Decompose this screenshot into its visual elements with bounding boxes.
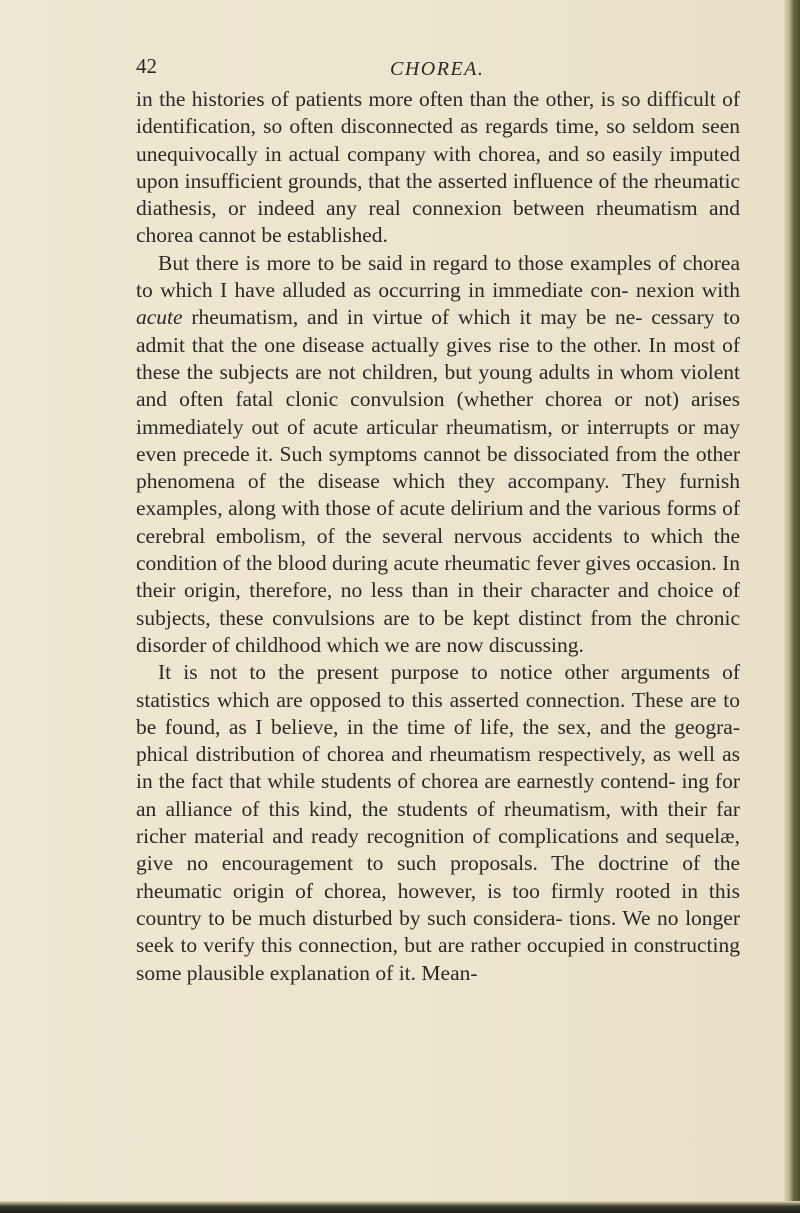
paragraph-3: It is not to the present purpose to notice other arguments of statistics which are opposed to this asserted connection. These are to be found, as I believe, in the time of life, the sex, and the geogra- phical distribution of chorea and rheumatism respectively, as well as in the fact that while students of chorea are earnestly contend- ing for an alliance of this kind, the students of rheumatism, with their far richer material and ready recognition of complications and sequelæ, give no encouragement to such proposals. The doctrine of the rheumatic origin of chorea, however, is too firmly rooted in this country to be much disturbed by such considera- tions. We no longer seek to verify this connection, but are rather occupied in constructing some plausible explanation of it. Mean-: [136, 660, 740, 985]
body-text: [136, 86, 740, 987]
paragraph-2: [136, 250, 740, 659]
paragraph-2-after: rheumatism, and in virtue of which it may be ne- cessary to admit that the one disease actually gives rise to the other. In most of these the subjects are not children, but young adults in whom violent and often fatal clonic convulsion (whether chorea or not) arises immediately out of acute articular rheumatism, or interrupts or may even precede it. Such symptoms cannot be dissociated from the other phenomena of the disease which they accompany. They furnish examples, along with those of acute delirium and the various forms of cerebral embolism, of the several nervous accidents to which the condition of the blood during acute rheumatic fever gives occasion. In their origin, therefore, no less than in their character and choice of subjects, these convulsions are to be kept distinct from the chronic disorder of childhood which we are now discussing.: [136, 305, 740, 657]
page-number: 42: [136, 54, 157, 78]
paragraph-2-before: But there is more to be said in regard to those examples of chorea to which I have alluded as occurring in immediate con- nexion with: [136, 250, 740, 303]
running-head: CHOREA.: [390, 58, 485, 80]
book-spine-shadow: [784, 0, 800, 1213]
page-bottom-edge: [0, 1201, 800, 1213]
emphasis-acute: acute: [136, 305, 183, 330]
paragraph-1: in the histories of patients more often than the other, is so difficult of identification, so often disconnected as regards time, so seldom seen unequivocally in actual company with chorea, and so easily imputed upon insufficient grounds, that the asserted influence of the rheumatic diathesis, or indeed any real connexion between rheumatism and chorea cannot be established.: [136, 87, 740, 248]
